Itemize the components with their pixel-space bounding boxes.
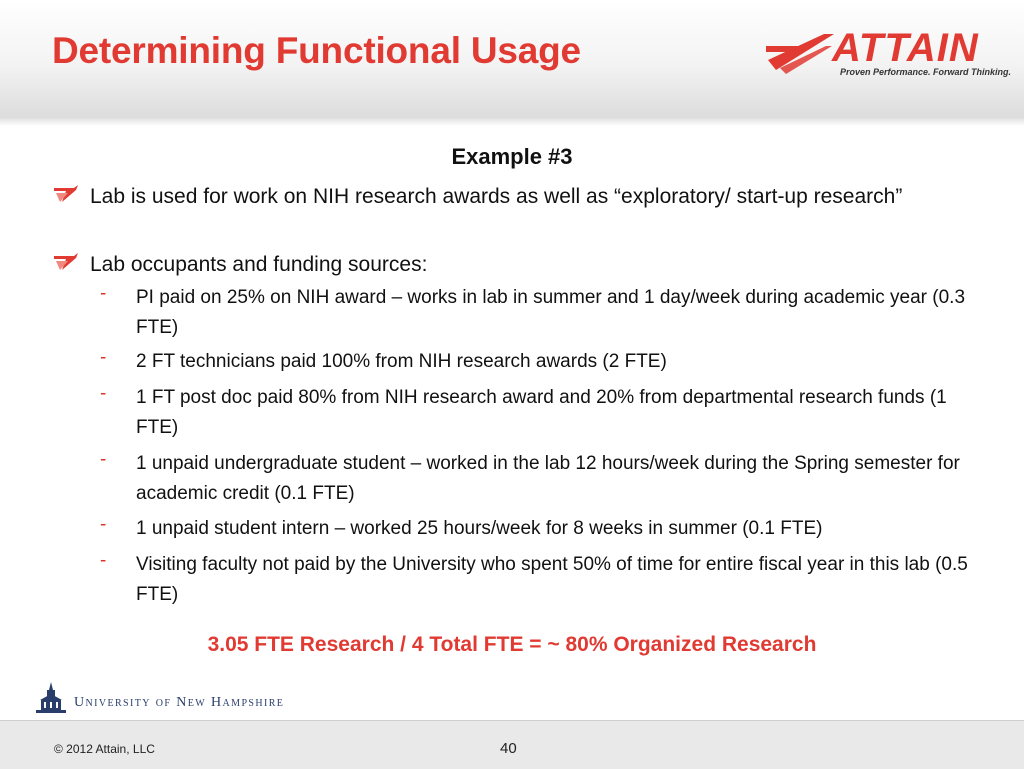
bullet-text: Lab occupants and funding sources: — [90, 253, 428, 276]
sub-bullet-marker: - — [100, 449, 107, 470]
logo-tagline: Proven Performance. Forward Thinking. — [840, 67, 1012, 77]
copyright-text: © 2012 Attain, LLC — [54, 742, 155, 756]
red-arrow-bullet-icon — [54, 253, 80, 271]
sub-bullet-text: 1 FT post doc paid 80% from NIH research award and 20% from departmental research funds (1 FTE) — [136, 387, 947, 438]
slide-header — [0, 0, 1024, 118]
sub-bullet-text: 1 unpaid undergraduate student – worked in the lab 12 hours/week during the Spring semester for academic credit (0.1 FTE) — [136, 453, 960, 504]
attain-swoosh-icon — [766, 30, 836, 74]
page-number: 40 — [500, 740, 517, 757]
sub-bullet-text: PI paid on 25% on NIH award – works in lab in summer and 1 day/week during academic year (0.3 FTE) — [136, 287, 966, 338]
sub-bullet-marker: - — [100, 550, 107, 571]
logo-wordmark: ATTAIN — [832, 26, 979, 70]
university-name: University of New Hampshire — [74, 695, 285, 710]
sub-bullet-text: 1 unpaid student intern – worked 25 hours/week for 8 weeks in summer (0.1 FTE) — [136, 518, 823, 539]
red-arrow-bullet-icon — [54, 185, 80, 203]
sub-bullet-marker: - — [100, 283, 107, 304]
sub-bullet-marker: - — [100, 383, 107, 404]
example-heading: Example #3 — [451, 144, 573, 169]
sub-bullet-marker: - — [100, 347, 107, 368]
header-shadow — [0, 118, 1024, 126]
fte-summary: 3.05 FTE Research / 4 Total FTE = ~ 80% Organized Research — [207, 633, 817, 656]
unh-building-icon — [34, 682, 68, 716]
unh-branding — [34, 682, 334, 722]
attain-logo — [766, 26, 1012, 84]
slide-title: Determining Functional Usage — [52, 30, 581, 71]
sub-bullet-text: Visiting faculty not paid by the University who spent 50% of time for entire fiscal year in this lab (0.5 FTE) — [136, 554, 968, 605]
sub-bullet-marker: - — [100, 514, 107, 535]
slide-footer — [0, 720, 1024, 769]
sub-bullet-text: 2 FT technicians paid 100% from NIH research awards (2 FTE) — [136, 351, 667, 372]
bullet-text: Lab is used for work on NIH research awards as well as “exploratory/ start-up research” — [90, 185, 903, 208]
